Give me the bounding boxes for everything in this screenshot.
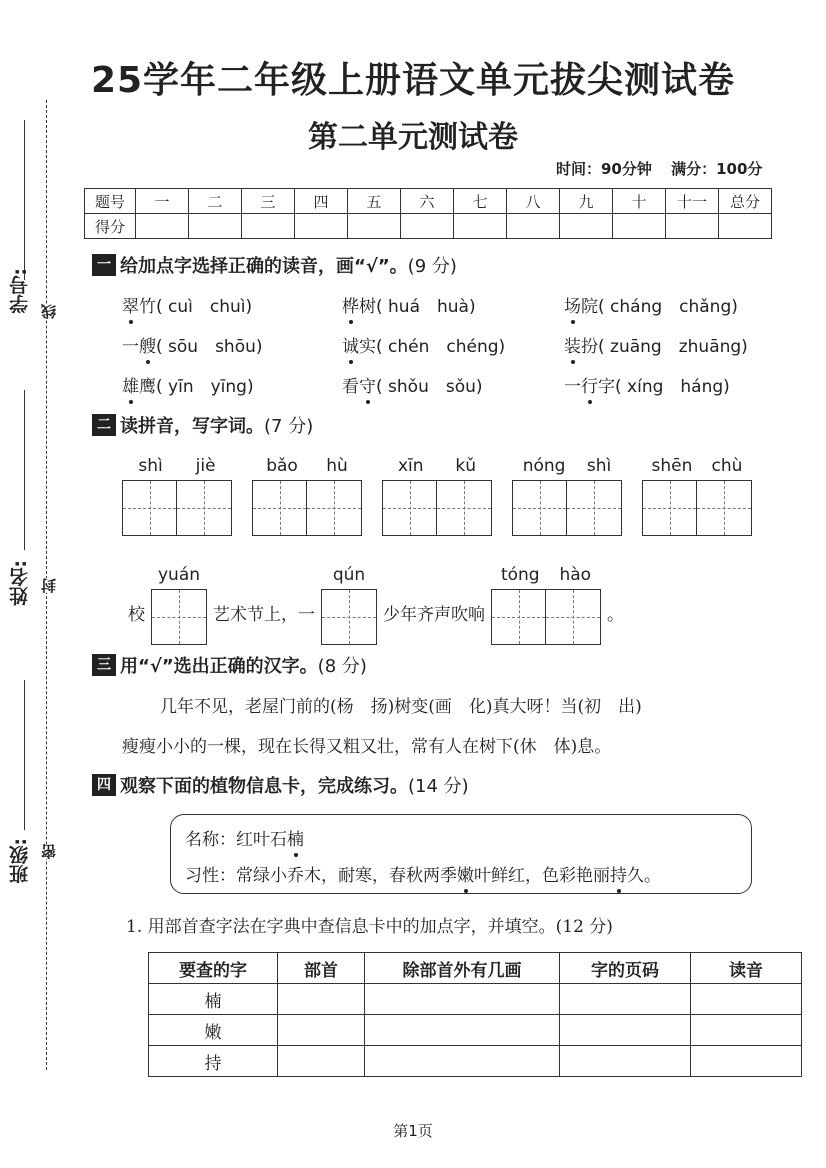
exam-full-score: 满分：100分: [671, 160, 763, 178]
plant-name: 名称：红叶石楠: [185, 830, 304, 850]
lookup-row: [149, 1046, 802, 1077]
section-2-points: (7 分): [264, 416, 314, 437]
score-cell[interactable]: [613, 214, 666, 239]
score-cell[interactable]: [136, 214, 189, 239]
section-3-line-1[interactable]: 几年不见，老屋门前的(杨 扬)树变(画 化)真大呀！当(初 出): [160, 697, 642, 717]
lookup-row: [149, 984, 802, 1015]
score-cell[interactable]: [560, 214, 613, 239]
writing-grid[interactable]: [642, 480, 752, 536]
score-col-total: 总分: [719, 189, 772, 214]
section-1-points: (9 分): [407, 256, 457, 277]
plant-info-card: [170, 814, 752, 894]
section-3-heading: [92, 652, 367, 678]
reading-item: 雄鹰( yīn yīng): [122, 377, 254, 397]
score-table-score-row: [85, 214, 772, 239]
reading-options[interactable]: ( sōu shōu): [156, 337, 263, 357]
lookup-answer-cell[interactable]: [691, 984, 802, 1015]
section-2-title: 读拼音，写字词。: [120, 416, 264, 437]
score-col: 三: [242, 189, 295, 214]
section-1-title: 给加点字选择正确的读音，画“√”。: [120, 256, 408, 277]
score-cell[interactable]: [666, 214, 719, 239]
score-col: 七: [454, 189, 507, 214]
writing-grid[interactable]: [512, 480, 622, 536]
exam-time: 时间：90分钟: [556, 160, 652, 178]
writing-grid[interactable]: [122, 480, 232, 536]
section-1-badge: 一: [92, 254, 116, 276]
score-col: 二: [189, 189, 242, 214]
pinyin-word: xīn kǔ: [382, 456, 492, 536]
pinyin-word: shì jiè: [122, 456, 232, 536]
exam-subtitle: 第二单元测试卷: [308, 120, 518, 155]
plant-habit: 习性：常绿小乔木，耐寒，春秋两季嫩叶鲜红，色彩艳丽持久。: [185, 866, 661, 886]
lookup-answer-cell[interactable]: [691, 1046, 802, 1077]
lookup-answer-cell[interactable]: [278, 1046, 365, 1077]
score-table: [84, 188, 772, 239]
section-4-points: (14 分): [408, 776, 469, 797]
pinyin-word: tóng hào: [491, 565, 601, 645]
student-id-label: 学号:: [9, 268, 31, 314]
score-col: 一: [136, 189, 189, 214]
lookup-answer-cell[interactable]: [365, 984, 560, 1015]
reading-options[interactable]: ( cuì chuì): [156, 297, 253, 317]
reading-item: 一艘( sōu shōu): [122, 337, 263, 357]
score-cell-total[interactable]: [719, 214, 772, 239]
score-cell[interactable]: [401, 214, 454, 239]
name-write-line: [24, 390, 25, 550]
lookup-header: 要查的字: [149, 953, 278, 984]
lookup-answer-cell[interactable]: [365, 1046, 560, 1077]
question-1: 1. 用部首查字法在字典中查信息卡中的加点字，并填空。(12 分): [126, 917, 613, 937]
reading-item: 场院( cháng chǎng): [564, 297, 738, 317]
dictionary-lookup-table: [148, 952, 802, 1077]
score-table-label-score: 得分: [85, 214, 136, 239]
lookup-answer-cell[interactable]: [365, 1015, 560, 1046]
lookup-answer-cell[interactable]: [278, 1015, 365, 1046]
pinyin-word: bǎo hù: [252, 456, 362, 536]
reading-item: 桦树( huá huà): [342, 297, 476, 317]
reading-item: 翠竹( cuì chuì): [122, 297, 253, 317]
section-2-heading: [92, 412, 313, 438]
lookup-header: 部首: [278, 953, 365, 984]
lookup-row: [149, 1015, 802, 1046]
exam-title: 25学年二年级上册语文单元拔尖测试卷: [90, 60, 736, 101]
score-cell[interactable]: [189, 214, 242, 239]
reading-options[interactable]: ( shǒu sǒu): [376, 377, 483, 397]
section-1-heading: [92, 252, 457, 278]
score-cell[interactable]: [507, 214, 560, 239]
score-cell[interactable]: [454, 214, 507, 239]
exam-info: [556, 158, 776, 179]
score-cell[interactable]: [348, 214, 401, 239]
reading-options[interactable]: ( cháng chǎng): [598, 297, 738, 317]
reading-item: 一行字( xíng háng): [564, 377, 730, 397]
writing-grid[interactable]: [491, 589, 601, 645]
lookup-header: 读音: [691, 953, 802, 984]
section-3-points: (8 分): [317, 656, 367, 677]
fill-in-sentence: 校 yuán 艺术节上，一 qún 少年齐声吹响 tóng hào 。: [122, 565, 630, 645]
lookup-answer-cell[interactable]: [560, 984, 691, 1015]
seal-text-line: 线: [40, 304, 58, 319]
score-table-header-row: [85, 189, 772, 214]
section-4-badge: 四: [92, 774, 116, 796]
section-3-title: 用“√”选出正确的汉字。: [120, 656, 318, 677]
reading-options[interactable]: ( xíng háng): [615, 377, 730, 397]
score-col: 四: [295, 189, 348, 214]
class-label: 班级:: [9, 838, 31, 884]
score-col: 十: [613, 189, 666, 214]
writing-grid[interactable]: [382, 480, 492, 536]
reading-options[interactable]: ( huá huà): [376, 297, 476, 317]
lookup-header: 除部首外有几画: [365, 953, 560, 984]
page-number: 第1页: [393, 1122, 433, 1140]
lookup-answer-cell[interactable]: [560, 1046, 691, 1077]
section-3-line-2[interactable]: 瘦瘦小小的一棵，现在长得又粗又壮，常有人在树下(休 体)息。: [122, 737, 612, 757]
seal-text-mi: 密: [40, 844, 58, 859]
lookup-header-row: [149, 953, 802, 984]
class-write-line: [24, 680, 25, 830]
section-4-title: 观察下面的植物信息卡，完成练习。: [120, 776, 408, 797]
score-col: 八: [507, 189, 560, 214]
score-col: 十一: [666, 189, 719, 214]
lookup-answer-cell[interactable]: [278, 984, 365, 1015]
score-cell[interactable]: [242, 214, 295, 239]
reading-options[interactable]: ( chén chéng): [376, 337, 506, 357]
section-4-heading: [92, 772, 469, 798]
pinyin-word: qún: [321, 565, 377, 645]
score-cell[interactable]: [295, 214, 348, 239]
score-table-label-number: 题号: [85, 189, 136, 214]
writing-grid[interactable]: [321, 589, 377, 645]
reading-options[interactable]: ( zuāng zhuāng): [598, 337, 748, 357]
lookup-char: 嫩: [149, 1015, 278, 1046]
score-col: 五: [348, 189, 401, 214]
reading-item: 诚实( chén chéng): [342, 337, 506, 357]
section-2-badge: 二: [92, 414, 116, 436]
lookup-answer-cell[interactable]: [560, 1015, 691, 1046]
writing-grid[interactable]: [151, 589, 207, 645]
reading-options[interactable]: ( yīn yīng): [156, 377, 254, 397]
section-3-badge: 三: [92, 654, 116, 676]
pinyin-word: yuán: [151, 565, 207, 645]
reading-item: 装扮( zuāng zhuāng): [564, 337, 748, 357]
pinyin-word: nóng shì: [512, 456, 622, 536]
lookup-char: 持: [149, 1046, 278, 1077]
score-col: 九: [560, 189, 613, 214]
seal-text-feng: 封: [40, 578, 58, 593]
score-col: 六: [401, 189, 454, 214]
binding-margin: [0, 90, 60, 1080]
lookup-answer-cell[interactable]: [691, 1015, 802, 1046]
lookup-header: 字的页码: [560, 953, 691, 984]
reading-item: 看守( shǒu sǒu): [342, 377, 483, 397]
name-label: 姓名:: [9, 560, 31, 606]
pinyin-word: shēn chù: [642, 456, 752, 536]
writing-grid[interactable]: [252, 480, 362, 536]
lookup-char: 楠: [149, 984, 278, 1015]
